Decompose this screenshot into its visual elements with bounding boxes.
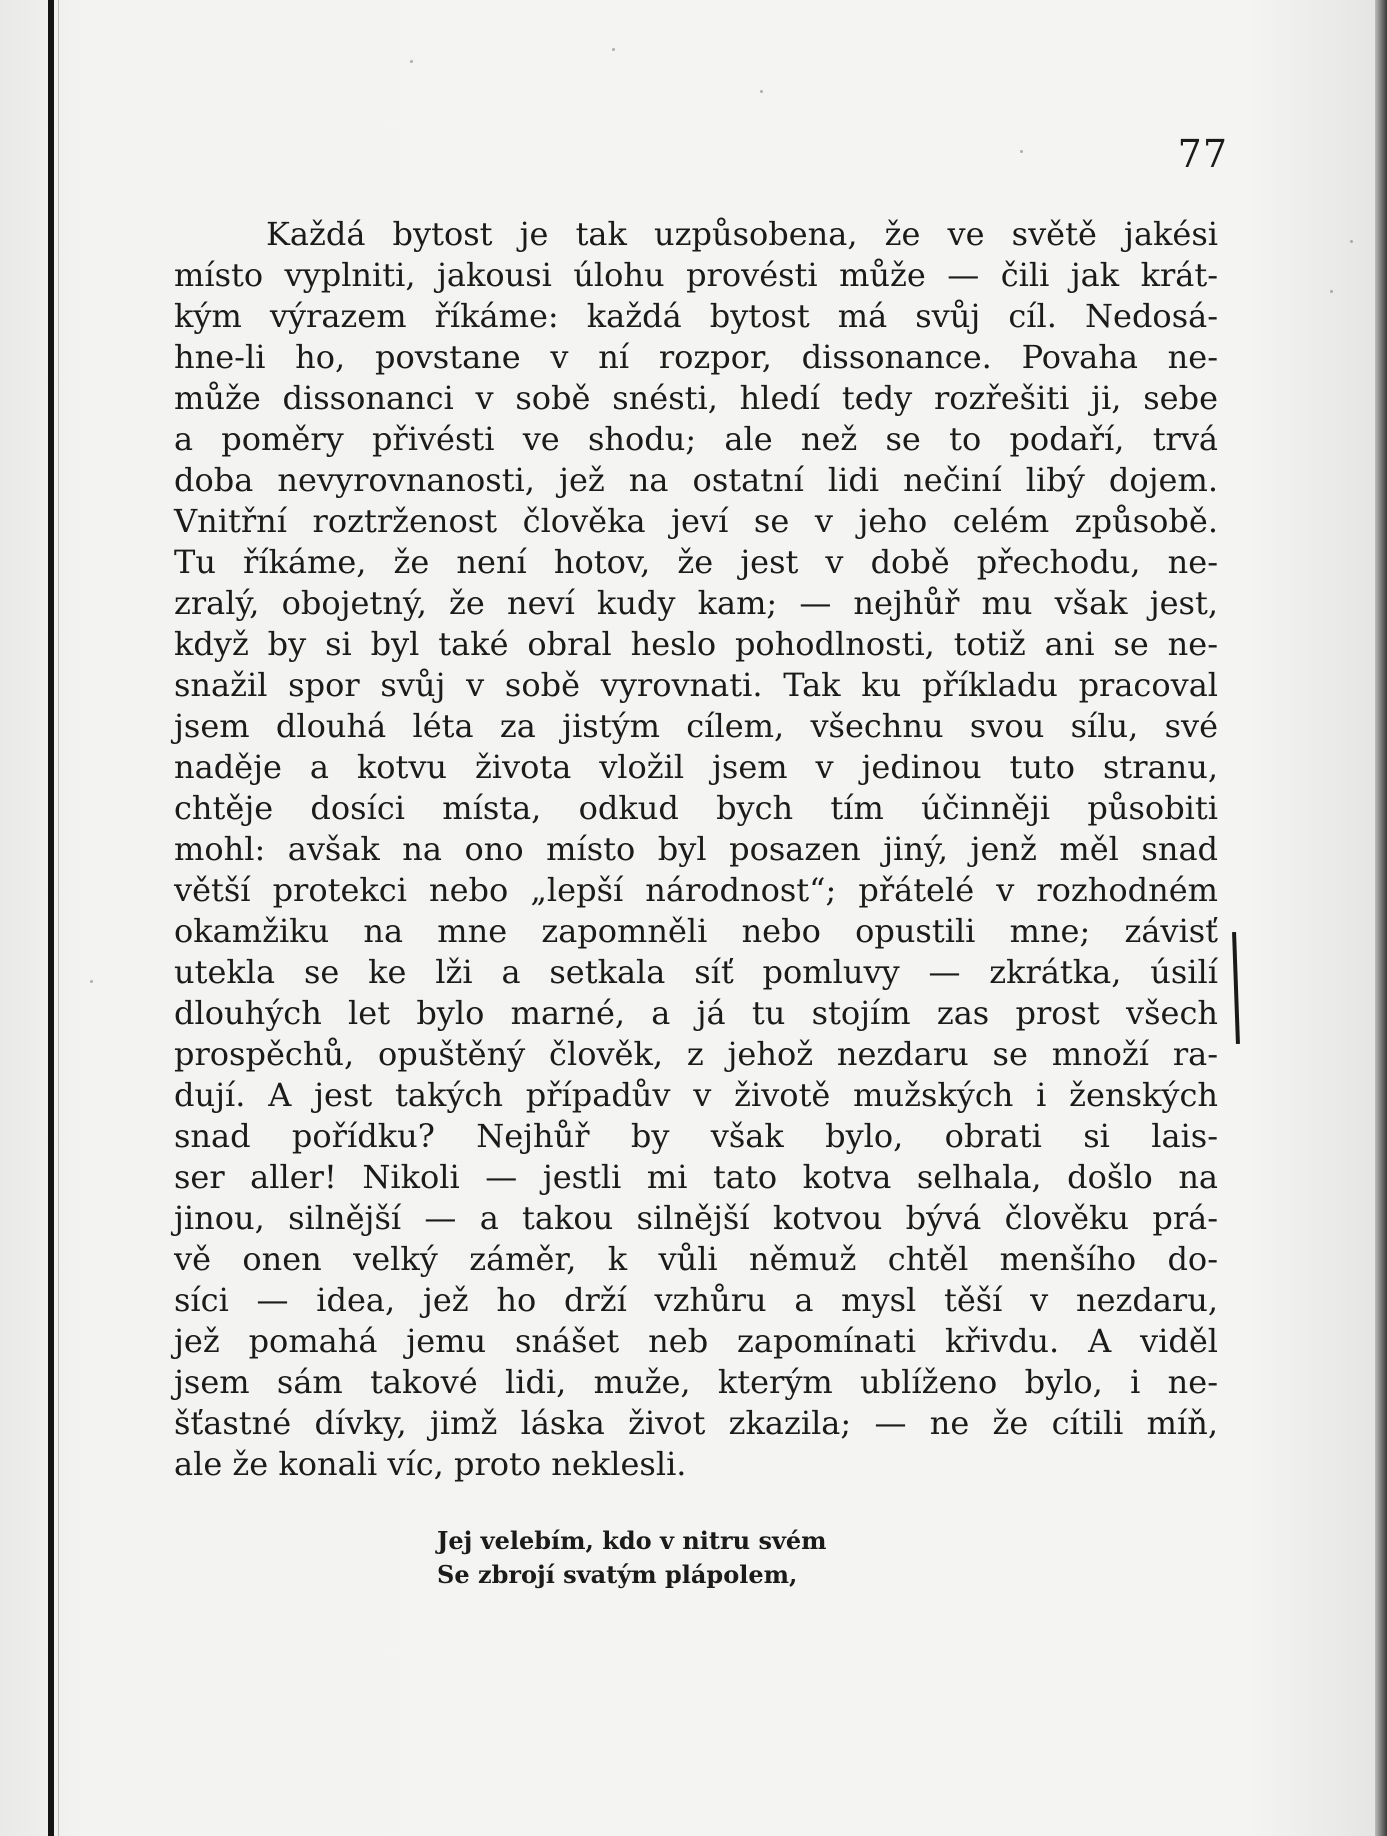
text-line: Tu říkáme, že není hotov, že jest v době přechodu, ne- bbox=[174, 543, 1218, 581]
text-line: jsem dlouhá léta za jistým cílem, všechnu svou sílu, své bbox=[174, 707, 1218, 745]
text-line: hne-li ho, povstane v ní rozpor, dissonance. Povaha ne- bbox=[174, 338, 1218, 376]
text-line: jež pomahá jemu snášet neb zapomínati křivdu. A viděl bbox=[174, 1322, 1218, 1360]
text-line: Každá bytost je tak uzpůsobena, že ve světě jakési bbox=[266, 215, 1218, 253]
binding-shadow bbox=[58, 0, 59, 1836]
text-line: prospěchů, opuštěný člověk, z jehož nezdaru se množí ra- bbox=[174, 1035, 1218, 1073]
page-number: 77 bbox=[1177, 132, 1228, 176]
text-line: utekla se ke lži a setkala síť pomluvy — zkrátka, úsilí bbox=[174, 953, 1218, 991]
text-line: snad pořídku? Nejhůř by však bylo, obrati si lais- bbox=[174, 1117, 1218, 1155]
text-line: vě onen velký záměr, k vůli němuž chtěl menšího do- bbox=[174, 1240, 1218, 1278]
verse-line: Jej velebím, kdo v nitru svém bbox=[437, 1526, 827, 1555]
text-line: místo vyplniti, jakousi úlohu provésti může — čili jak krát- bbox=[174, 256, 1218, 294]
page-edge-shadow bbox=[1375, 0, 1387, 1836]
text-line: ser aller! Nikoli — jestli mi tato kotva selhala, došlo na bbox=[174, 1158, 1218, 1196]
binding-edge bbox=[48, 0, 54, 1836]
text-line: mohl: avšak na ono místo byl posazen jiný, jenž měl snad bbox=[174, 830, 1218, 868]
text-line: kým výrazem říkáme: každá bytost má svůj cíl. Nedosá- bbox=[174, 297, 1218, 335]
text-line: šťastné dívky, jimž láska život zkazila; — ne že cítili míň, bbox=[174, 1404, 1218, 1442]
text-line: zralý, obojetný, že neví kudy kam; — nejhůř mu však jest, bbox=[174, 584, 1218, 622]
text-line: síci — idea, jež ho drží vzhůru a mysl těší v nezdaru, bbox=[174, 1281, 1218, 1319]
text-line: a poměry přivésti ve shodu; ale než se to podaří, trvá bbox=[174, 420, 1218, 458]
text-line: může dissonanci v sobě snésti, hledí tedy rozřešiti ji, sebe bbox=[174, 379, 1218, 417]
margin-mark bbox=[1232, 932, 1240, 1044]
text-line: jsem sám takové lidi, muže, kterým ublíženo bylo, i ne- bbox=[174, 1363, 1218, 1401]
text-line: snažil spor svůj v sobě vyrovnati. Tak ku příkladu pracoval bbox=[174, 666, 1218, 704]
text-line: větší protekci nebo „lepší národnost“; přátelé v rozhodném bbox=[174, 871, 1218, 909]
text-line: dují. A jest takých případův v životě mužských i ženských bbox=[174, 1076, 1218, 1114]
text-line: dlouhých let bylo marné, a já tu stojím zas prost všech bbox=[174, 994, 1218, 1032]
body-text bbox=[174, 214, 1218, 1485]
text-line: jinou, silnější — a takou silnější kotvou bývá člověku prá- bbox=[174, 1199, 1218, 1237]
text-line: okamžiku na mne zapomněli nebo opustili mne; závisť bbox=[174, 912, 1218, 950]
verse-quote bbox=[437, 1524, 1037, 1592]
text-line: doba nevyrovnanosti, jež na ostatní lidi nečiní libý dojem. bbox=[174, 461, 1218, 499]
text-line: když by si byl také obral heslo pohodlnosti, totiž ani se ne- bbox=[174, 625, 1218, 663]
verse-line: Se zbrojí svatým plápolem, bbox=[437, 1560, 798, 1589]
text-line: chtěje dosíci místa, odkud bych tím účinněji působiti bbox=[174, 789, 1218, 827]
text-line: ale že konali víc, proto neklesli. bbox=[174, 1445, 687, 1483]
text-line: Vnitřní roztrženost člověka jeví se v jeho celém způsobě. bbox=[174, 502, 1218, 540]
text-line: naděje a kotvu života vložil jsem v jedinou tuto stranu, bbox=[174, 748, 1218, 786]
